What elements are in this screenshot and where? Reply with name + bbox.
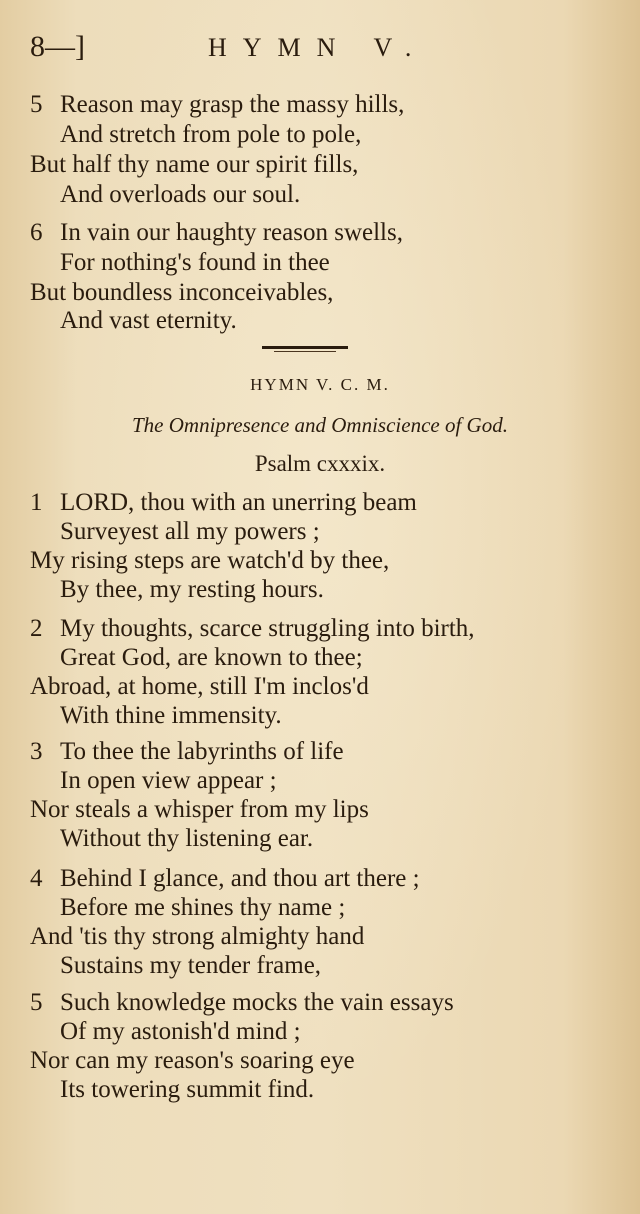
verse-line: Of my astonish'd mind ; [60,1018,301,1045]
verse-line: 6 In vain our haughty reason swells, [30,219,403,246]
verse-line: And vast eternity. [60,307,237,334]
verse-line: But boundless inconceivables, [30,279,334,306]
hymn-heading: HYMN V. C. M. [250,375,390,394]
stanza-number: 4 [30,865,43,892]
verse-line: 2 My thoughts, scarce struggling into birth, [30,615,475,642]
verse-line: 5 Such knowledge mocks the vain essays [30,989,454,1016]
page-header [0,30,640,70]
verse-line: But half thy name our spirit fills, [30,151,359,178]
section-divider-underline [274,351,336,352]
stanza-number: 6 [30,219,43,246]
verse-line: And stretch from pole to pole, [60,121,362,148]
verse-line: 4 Behind I glance, and thou art there ; [30,865,420,892]
psalm-reference: Psalm cxxxix. [254,451,386,476]
stanza-number: 1 [30,489,43,516]
verse-line: Great God, are known to thee; [60,644,363,671]
stanza-number: 5 [30,91,43,118]
verse-line: 5 Reason may grasp the massy hills, [30,91,405,118]
verse-line: In open view appear ; [60,767,277,794]
verse-line: Sustains my tender frame, [60,952,322,979]
verse-line: Before me shines thy name ; [60,894,346,921]
hymn-subtitle: The Omnipresence and Omniscience of God. [132,413,508,437]
verse-line: Surveyest all my powers ; [60,518,320,545]
running-title: HYMN V. [208,33,428,62]
verse-line: Abroad, at home, still I'm inclos'd [30,673,369,700]
verse-line: For nothing's found in thee [60,249,330,276]
stanza-number: 5 [30,989,43,1016]
verse-line: By thee, my resting hours. [60,576,324,603]
verse-line: Nor can my reason's soaring eye [30,1047,355,1074]
verse-line: With thine immensity. [60,702,282,729]
verse-line: My rising steps are watch'd by thee, [30,547,390,574]
verse-line: And 'tis thy strong almighty hand [30,923,365,950]
verse-line: Its towering summit find. [60,1076,315,1103]
page-number: 8—] [30,30,85,63]
verse-line: And overloads our soul. [60,181,301,208]
section-divider [262,346,348,349]
verse-line: 3 To thee the labyrinths of life [30,738,344,765]
stanza-number: 2 [30,615,43,642]
verse-line: Without thy listening ear. [60,825,314,852]
verse-line: 1 LORD, thou with an unerring beam [30,489,417,516]
stanza-number: 3 [30,738,43,765]
verse-line: Nor steals a whisper from my lips [30,796,369,823]
